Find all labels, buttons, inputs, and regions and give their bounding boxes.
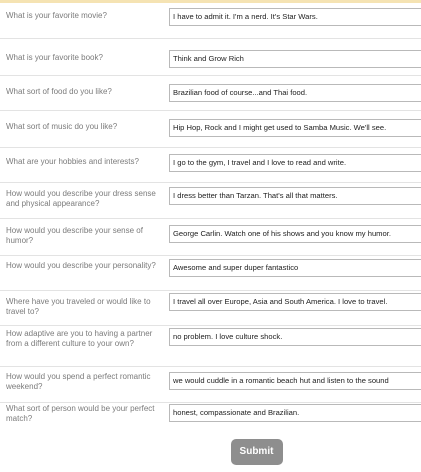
- question-label: How would you describe your dress sense and physical appearance?: [6, 189, 156, 208]
- question-row-match: [0, 402, 421, 436]
- question-label: What is your favorite book?: [6, 53, 103, 62]
- question-label: How would you describe your personality?: [6, 261, 156, 270]
- answer-field-personality[interactable]: Awesome and super duper fantastico: [169, 259, 421, 277]
- question-row-weekend: [0, 366, 421, 403]
- answer-field-music[interactable]: Hip Hop, Rock and I might get used to Samba Music. We'll see.: [169, 119, 421, 137]
- answer-field-book[interactable]: Think and Grow Rich: [169, 50, 421, 68]
- question-row-hobbies: [0, 147, 421, 183]
- question-label: What is your favorite movie?: [6, 11, 107, 20]
- question-row-humor: [0, 218, 421, 256]
- question-label: How would you describe your sense of humor?: [6, 226, 143, 245]
- question-label: What sort of food do you like?: [6, 87, 112, 96]
- question-row-music: [0, 110, 421, 148]
- submit-button[interactable]: Submit: [231, 439, 283, 465]
- answer-field-match[interactable]: honest, compassionate and Brazilian.: [169, 404, 421, 422]
- question-row-book: [0, 38, 421, 76]
- question-label: What sort of music do you like?: [6, 122, 118, 131]
- question-label: How adaptive are you to having a partner from a different culture to your own?: [6, 329, 153, 348]
- answer-field-weekend[interactable]: we would cuddle in a romantic beach hut and listen to the sound: [169, 372, 421, 390]
- question-label: What are your hobbies and interests?: [6, 157, 139, 166]
- question-row-appearance: [0, 182, 421, 219]
- answer-field-movie[interactable]: I have to admit it. I'm a nerd. It's Star Wars.: [169, 8, 421, 26]
- answer-field-culture[interactable]: no problem. I love culture shock.: [169, 328, 421, 346]
- answer-field-appearance[interactable]: I dress better than Tarzan. That's all that matters.: [169, 187, 421, 205]
- question-label: What sort of person would be your perfect match?: [6, 404, 155, 423]
- question-label: Where have you traveled or would like to travel to?: [6, 297, 151, 316]
- answer-field-hobbies[interactable]: I go to the gym, I travel and I love to read and write.: [169, 154, 421, 172]
- question-row-food: [0, 75, 421, 111]
- question-row-personality: [0, 255, 421, 291]
- question-row-culture: [0, 325, 421, 367]
- submit-area: [0, 439, 421, 465]
- question-label: How would you spend a perfect romantic weekend?: [6, 372, 151, 391]
- answer-field-food[interactable]: Brazilian food of course...and Thai food.: [169, 84, 421, 102]
- question-row-travel: [0, 290, 421, 326]
- answer-field-travel[interactable]: I travel all over Europe, Asia and South America. I love to travel.: [169, 293, 421, 311]
- question-row-movie: [0, 0, 421, 39]
- answer-field-humor[interactable]: George Carlin. Watch one of his shows and you know my humor.: [169, 225, 421, 243]
